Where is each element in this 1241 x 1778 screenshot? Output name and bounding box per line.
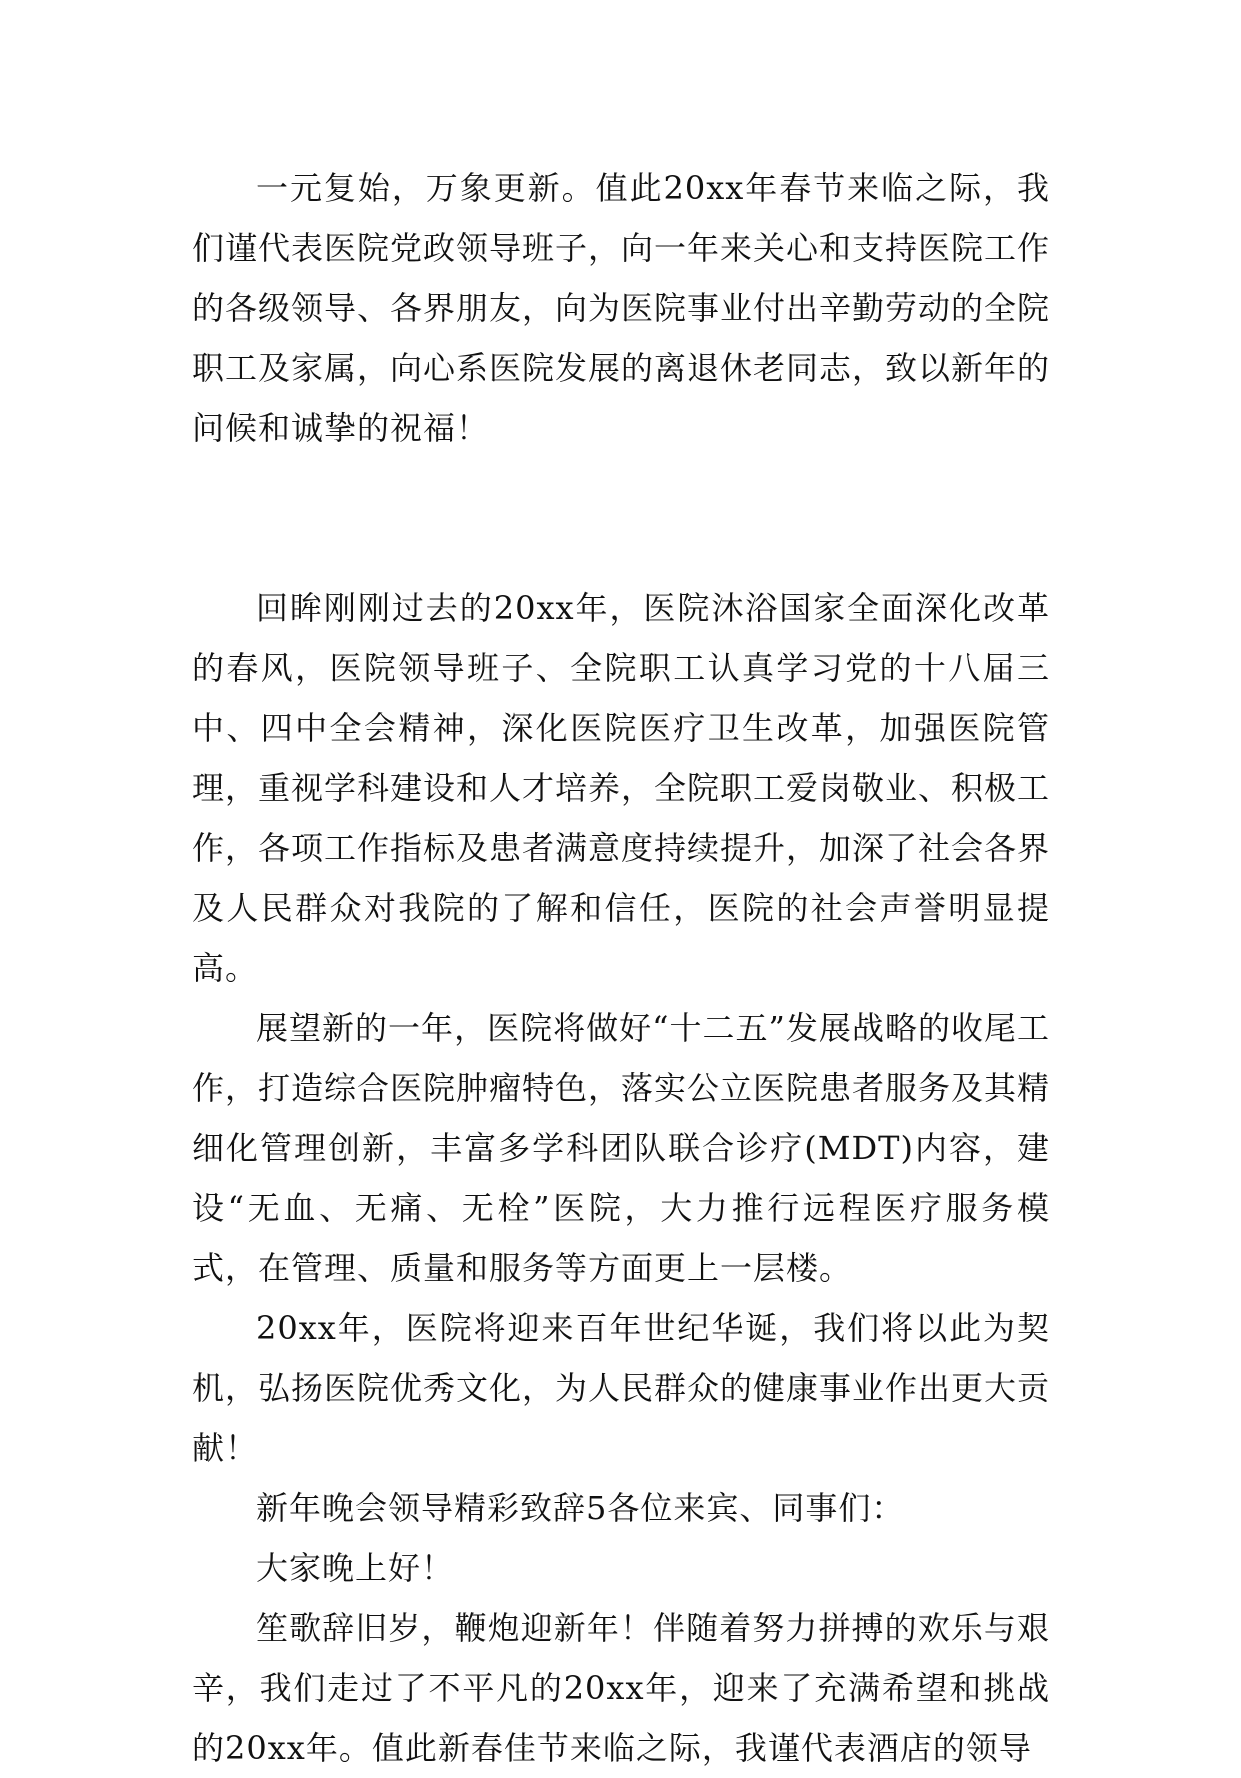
paragraph-outlook: 展望新的一年，医院将做好“十二五”发展战略的收尾工作，打造综合医院肿瘤特色，落实公立医院患者服务及其精细化管理创新，丰富多学科团队联合诊疗(MDT)内容，建设“无血、无痛、无栓”医院，大力推行远程医疗服务模式，在管理、质量和服务等方面更上一层楼。 [192,1009,1051,1287]
paragraph-centennial: 20xx年，医院将迎来百年世纪华诞，我们将以此为契机，弘扬医院优秀文化，为人民群众的健康事业作出更大贡献！ [192,1309,1051,1467]
paragraph-spacer [192,458,1050,578]
paragraph-new-year-greeting: 一元复始，万象更新。值此20xx年春节来临之际，我们谨代表医院党政领导班子，向一年来关心和支持医院工作的各级领导、各界朋友，向为医院事业付出辛勤劳动的全院职工及家属，向心系医院发展的离退休老同志，致以新年的问候和诚挚的祝福！ [192,169,1051,447]
paragraph-year-review: 回眸刚刚过去的20xx年，医院沐浴国家全面深化改革的春风，医院领导班子、全院职工认真学习党的十八届三中、四中全会精神，深化医院医疗卫生改革，加强医院管理，重视学科建设和人才培养，全院职工爱岗敬业、积极工作，各项工作指标及患者满意度持续提升，加深了社会各界及人民群众对我院的了解和信任，医院的社会声誉明显提高。 [192,589,1051,987]
paragraph-hotel-speech: 笙歌辞旧岁，鞭炮迎新年！伴随着努力拼搏的欢乐与艰辛，我们走过了不平凡的20xx年，迎来了充满希望和挑战的20xx年。值此新春佳节来临之际，我谨代表酒店的领导 [192,1609,1050,1767]
paragraph-greeting: 大家晚上好！ [256,1549,455,1587]
paragraph-speech-heading: 新年晚会领导精彩致辞5各位来宾、同事们： [256,1489,905,1527]
document-body [192,158,1050,1778]
